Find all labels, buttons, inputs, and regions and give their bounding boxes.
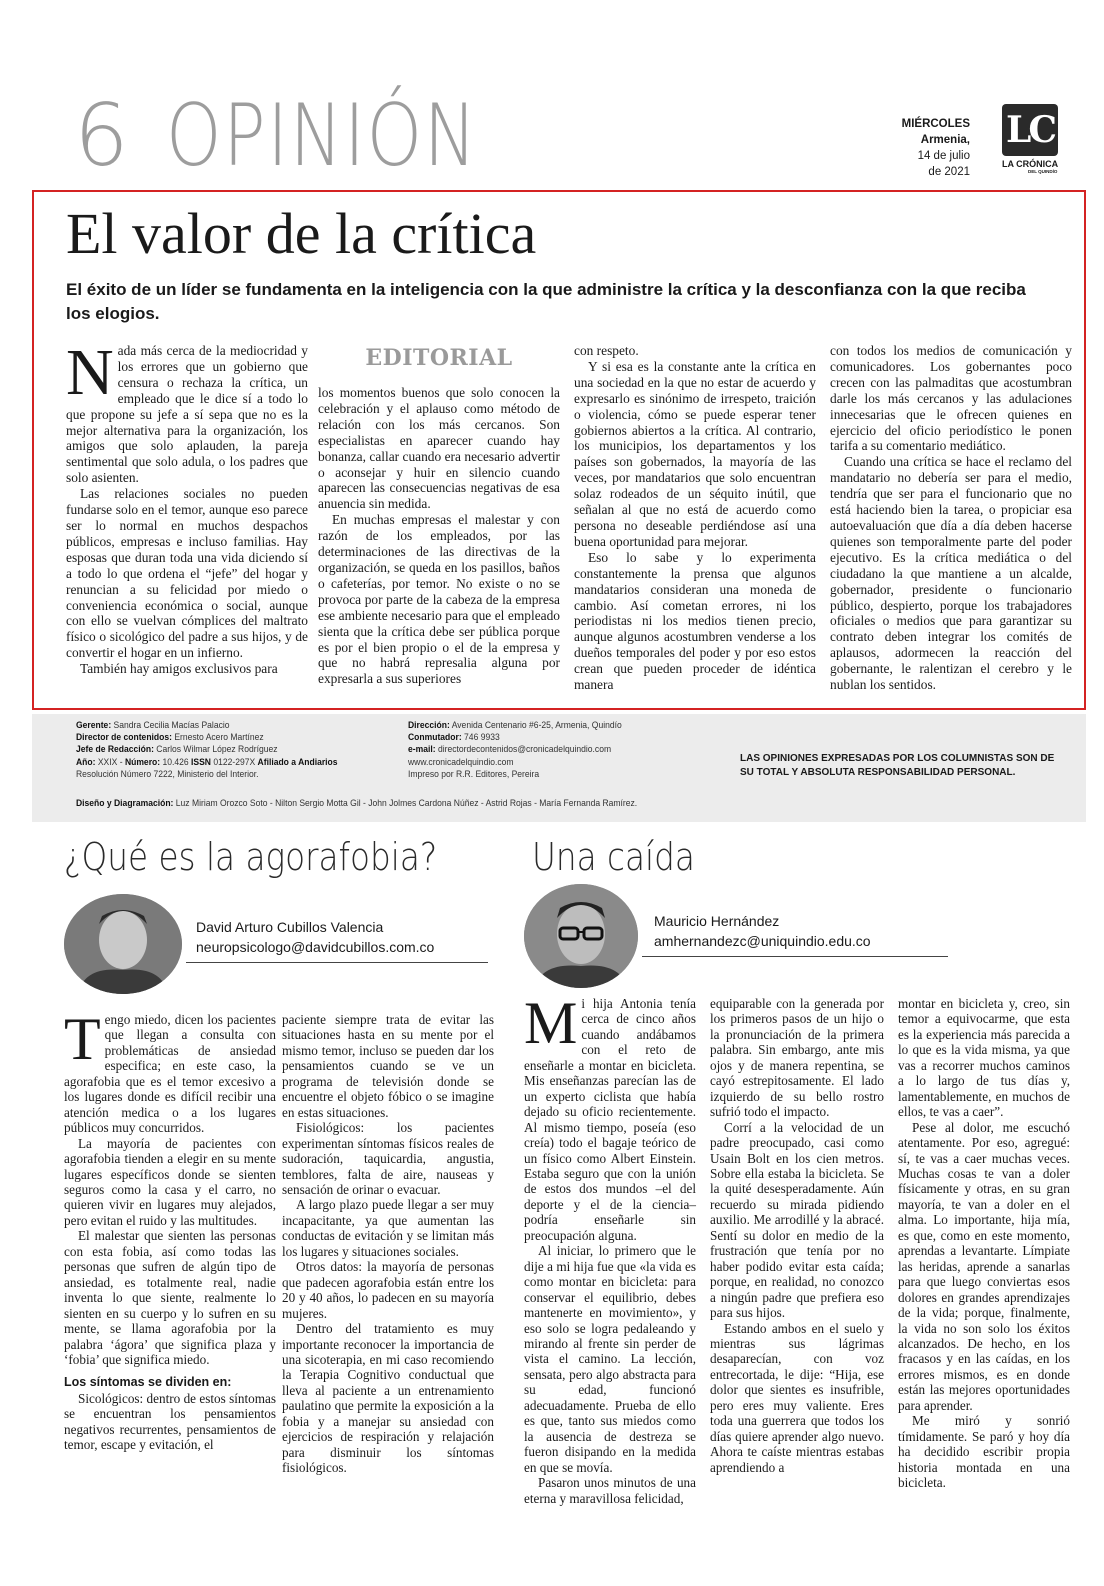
column-right-text-3 bbox=[898, 996, 1070, 1491]
editorial-paragraph: con todos los medios de comunicación y comunicadores. Los gobernantes poco crecen con las palmaditas que acostumbran darle los más cercanos y las adulaciones innecesarias que le ofrecen quienes en ejercicio del oficio periodístico le ponen tarifa a su comentario mediático. bbox=[830, 343, 1072, 454]
column-left-text-2 bbox=[282, 1012, 494, 1476]
logo-mark: LC bbox=[1002, 104, 1058, 156]
author-name: Mauricio Hernández bbox=[654, 913, 780, 929]
editorial-paragraph: con respeto. bbox=[574, 343, 639, 358]
column-paragraph: Otros datos: la mayoría de personas que padecen agorafobia están entre los 20 y 40 años, lo padecen en su mayoría mujeres. bbox=[282, 1259, 494, 1321]
editorial-paragraph: También hay amigos exclusivos para bbox=[80, 661, 278, 677]
editorial-label: EDITORIAL bbox=[365, 345, 513, 371]
column-title-agorafobia: ¿Qué es la agorafobia? bbox=[64, 835, 438, 879]
column-right-text-1 bbox=[524, 990, 696, 1506]
column-left-text-1 bbox=[64, 1006, 276, 1453]
editorial-paragraph: En muchas empresas el malestar y con razón de los empleados, por las determinaciones de las directivas de la organización, se queda en los pasillos, baños o cafeterías, por temor. No existe o no se provoca por parte de la cabeza de la empresa ese ambiente necesario para que el empleado sienta que la crítica debe ser pública porque es por el bien propio o el de la empresa y que no habrá represalia alguna por expresarla a sus superiores bbox=[318, 512, 560, 687]
opinion-disclaimer: LAS OPINIONES EXPRESADAS POR LOS COLUMNISTAS SON DE SU TOTAL Y ABSOLUTA RESPONSABILIDAD PERSONAL. bbox=[740, 753, 1055, 778]
contact-line: Impreso por R.R. Editores, Pereira bbox=[408, 768, 540, 780]
editorial-column-1 bbox=[66, 336, 308, 677]
column-paragraph: equiparable con la generada por los primeros pasos de un hijo o la pronunciación de la primera palabra. Sin embargo, ante mis ojos y de manera repentina, se cayó estrepitosamente. El lado izquierdo de su bello rostro sufrió todo el impacto. bbox=[710, 996, 884, 1120]
staff-line: Año: XXIX - Número: 10.426 ISSN 0122-297X Afiliado a Andiarios bbox=[76, 756, 338, 768]
section-title: OPINIÓN bbox=[166, 86, 479, 186]
author-photo bbox=[524, 884, 638, 988]
byline-divider bbox=[642, 956, 948, 957]
portrait-icon bbox=[524, 884, 638, 988]
design-credits: Diseño y Diagramación: Luz Miriam Orozco Soto - Nilton Sergio Motta Gil - John Jolmes Cardona Núñez - Astrid Rojas - María Fernanda Ramírez. bbox=[76, 798, 638, 809]
column-subhead: Los síntomas se dividen en: bbox=[64, 1375, 232, 1390]
editorial-column-4 bbox=[830, 343, 1072, 693]
column-paragraph: A largo plazo puede llegar a ser muy incapacitante, ya que aumentan las conductas de evitación y se limitan más los lugares y situaciones sociales. bbox=[282, 1197, 494, 1259]
author-email[interactable]: neuropsicologo@davidcubillos.com.co bbox=[196, 939, 435, 955]
dropcap: M bbox=[524, 990, 578, 1056]
logo-name: LA CRÓNICA bbox=[1002, 159, 1059, 169]
masthead-contact bbox=[408, 720, 622, 781]
author-photo bbox=[64, 894, 182, 994]
dropcap: T bbox=[64, 1006, 101, 1072]
column-paragraph: Pasaron unos minutos de una eterna y maravillosa felicidad, bbox=[524, 1475, 696, 1506]
column-paragraph: Dentro del tratamiento es muy importante reconocer la importancia de una sicoterapia, en mi caso recomiendo la Terapia Cognitivo conductual que lleva al paciente a un entrenamiento paulatino que permite la exposición a la fobia y a manejar su ansiedad con ejercicios de respiración y relajación para disminuir los síntomas fisiológicos. bbox=[282, 1321, 494, 1476]
column-paragraph: Me miró y sonrió tímidamente. Se paró y hoy día ha decidido escribir propia historia montada en una bicicleta. bbox=[898, 1413, 1070, 1491]
editorial-deck: El éxito de un líder se fundamenta en la inteligencia con la que administre la crítica y la desconfianza con la que reciba los elogios. bbox=[66, 280, 1026, 323]
author-email[interactable]: amhernandezc@uniquindio.edu.co bbox=[654, 933, 871, 949]
editorial-paragraph: Y si esa es la constante ante la crítica en una sociedad en la que no estar de acuerdo y expresarlo es sinónimo de irrespeto, traición o violencia, cómo se puede esperar tener gobiernos abiertos a la crítica. Al contrario, los municipios, los departamentos y los países son gobernados, la mayoría de las veces, por mandatarios que solo encuentran solaz rodeados de un séquito inútil, que señalan al que no está de acuerdo como persona no deseable perdiéndose así una buena oportunidad para mejorar. bbox=[574, 358, 816, 549]
editorial-paragraph: los momentos buenos que solo conocen la celebración y el aplauso como método de relación con los más cercanos. Son especialistas en aparecer cuando hay bonanza, callar cuando era necesario advertir o aconsejar y huir en silencio cuando aparecen las consecuencias negativas de esa anuencia sin medida. bbox=[318, 385, 560, 512]
column-right-text-2 bbox=[710, 996, 884, 1475]
staff-line: Jefe de Redacción: Carlos Wilmar López Rodríguez bbox=[76, 744, 278, 756]
portrait-icon bbox=[64, 894, 182, 994]
logo-subtitle: DEL QUINDÍO bbox=[1028, 169, 1058, 174]
column-paragraph: Fisiológicos: los pacientes experimentan síntomas físicos reales de sudoración, taquicardia, angustia, temblores, falta de aire, nauseas y sensación de orinar o evacuar. bbox=[282, 1120, 494, 1197]
editorial-paragraph: Cuando una crítica se hace el reclamo del mandatario no debería ser para el medio, tendría que ser para el funcionario que no está haciendo bien la tarea, o propiciar esa autoevaluación que día a día deben hacerse quienes son temporalmente parte del poder ejecutivo. Es la crítica mediática o del ciudadano la que mantiene a un alcalde, gobernador, presidente o funcionario público, despierto, porque los trabajadores oficiales o medios que para garantizar su contrato deben integrar los comités de aplausos, adormecen la reacción del gobernante, le ralentizan el cerebro y le nublan los sentidos. bbox=[830, 454, 1072, 693]
column-paragraph: paciente siempre trata de evitar las situaciones hasta en su mente por el mismo temor, incluso se pueden dar los pensamientos cuando se ve un programa de televisión donde se encuentre el objeto fóbico o se imagine en estas situaciones. bbox=[282, 1012, 494, 1120]
column-paragraph: El malestar que sienten las personas con esta fobia, así como todas las personas que sufren de algún tipo de ansiedad, es totalmente real, nadie inventa lo que siente, realmente lo sienten en su cuerpo y lo sufren en su mente, se llama agorafobia por la palabra ‘ágora’ que significa plaza y ‘fobia’ que significa miedo. bbox=[64, 1228, 276, 1367]
editorial-column-2 bbox=[318, 343, 560, 687]
byline-divider bbox=[186, 962, 488, 963]
column-paragraph: Corrí a la velocidad de un padre preocupado, casi como Usain Bolt en los cien metros. Sobre ella estaba la bicicleta. Se la quité desesperadamente. Aún recuerdo su mirada pidiendo auxilio. Me arrodillé y la abracé. Sentí su dolor en medio de la frustración que tenía por no haber podido evitar esta caída; porque, en realidad, no conozco a ningún padre que prefiera eso para sus hijos. bbox=[710, 1119, 884, 1321]
staff-line: Resolución Número 7222, Ministerio del Interior. bbox=[76, 768, 259, 780]
column-paragraph: La mayoría de pacientes con agorafobia tienden a elegir en su mente lugares específicos donde se sienten seguros como la casa y el carro, no quieren vivir en lugares muy alejados, pero evitan el ruido y las multitudes. bbox=[64, 1135, 276, 1228]
column-paragraph: Al iniciar, lo primero que le dije a mi hija fue que «la vida es como montar en bicicleta: para conservar el equilibrio, debes mantenerte en movimiento», y eso solo se logra pedaleando y mirando al frente sin perder de vista el camino. La lección, sensata, pero algo abstracta para su edad, funcionó adecuadamente. Prueba de ello es que, tanto sus miedos como la ausencia de destreza se fueron disipando en la medida en que se movía. bbox=[524, 1243, 696, 1475]
editorial-paragraph: Nada más cerca de la mediocridad y los errores que un gobierno que censura o rechaza la crítica, un empleado que le dice sí a todo lo que propone su jefe a sí sepa que no es la mejor alternativa para la organización, los amigos que solo aplauden, la pareja sentimental que solo adula, o los padres que solo asienten. bbox=[66, 336, 308, 486]
weekday: MIÉRCOLES bbox=[901, 118, 970, 130]
city: Armenia, bbox=[920, 134, 970, 146]
staff-line: Director de contenidos: Ernesto Acero Martínez bbox=[76, 732, 264, 744]
date-line-1: 14 de julio bbox=[917, 150, 970, 162]
editorial-column-3 bbox=[574, 343, 816, 693]
dateline bbox=[880, 116, 970, 180]
contact-line: Dirección: Avenida Centenario #6-25, Armenia, Quindío bbox=[408, 720, 622, 731]
dropcap: N bbox=[66, 336, 114, 409]
date-line-2: de 2021 bbox=[928, 166, 970, 178]
page-number: 6 bbox=[74, 86, 129, 186]
contact-line: Conmutador: 746 9933 bbox=[408, 732, 500, 744]
column-paragraph: Tengo miedo, dicen los pacientes que llegan a consulta con problemáticas de ansiedad especifica; en este caso, la agorafobia que es el temor excesivo a los lugares donde es difícil recibir una atención medica o a los lugares públicos muy concurridos. bbox=[64, 1006, 276, 1136]
author-name: David Arturo Cubillos Valencia bbox=[196, 919, 384, 935]
website-link[interactable]: www.cronicadelquindio.com bbox=[408, 756, 514, 768]
editorial-headline: El valor de la crítica bbox=[66, 201, 537, 266]
column-title-una-caida: Una caída bbox=[532, 835, 695, 879]
staff-line: Gerente: Sandra Cecilia Macías Palacio bbox=[76, 720, 230, 731]
column-paragraph: Estando ambos en el suelo y mientras sus lágrimas desaparecían, con voz entrecortada, le dije: “Hija, ese dolor que sientes es insufrible, pero eres muy valiente. Eres toda una guerrera que todos los días quiere aprender algo nuevo. Ahora te caíste mientras estabas aprendiendo a bbox=[710, 1320, 884, 1475]
column-paragraph: Pese al dolor, me escuchó atentamente. Por eso, agregué: sí, te vas a caer muchas veces. Muchas cosas te van a doler físicamente y otras, en su gran mayoría, te van a doler en el alma. Lo importante, hija mía, es que, como en este momento, aprendas a levantarte. Límpiate las heridas, aprende a sanarlas para que luego conviertas esos dolores en grandes aprendizajes de la vida; porque, finalmente, la vida no son solo los éxitos alcanzados. De hecho, en los fracasos y en las caídas, en los errores mismos, es en donde están las mejores oportunidades para aprender. bbox=[898, 1119, 1070, 1413]
column-paragraph: Sicológicos: dentro de estos síntomas se encuentran los pensamientos negativos recurrentes, pensamientos de temor, escape y evitación, el bbox=[64, 1390, 276, 1453]
contact-line: e-mail: directordecontenidos@cronicadelquindio.com bbox=[408, 744, 612, 756]
editorial-paragraph: Eso lo sabe y lo experimenta constantemente la prensa que algunos mandatarios consideran una moneda de cambio. Así cometan errores, ni los periodistas ni los medios tienen precio, aunque algunos acostumbren venderse a los dueños temporales del poder y por eso estos crean que pueden proceder de idéntica manera bbox=[574, 549, 816, 693]
column-paragraph: Mi hija Antonia tenía cerca de cinco años cuando andábamos con el reto de enseñarle a montar en bicicleta. Mis enseñanzas parecían las de un experto ciclista que había dejado su oficio recientemente. Al mismo tiempo, poseía (eso creía) todo el bagaje teórico de un físico como Albert Einstein. Estaba seguro que con la unión de estos dos mundos –el del deporte y el de la ciencia– podría enseñarle sin preocupación alguna. bbox=[524, 990, 696, 1243]
column-paragraph: montar en bicicleta y, creo, sin temor a equivocarme, que esta es la experiencia más parecida a lo que es la vida misma, ya que vas a recorrer muchos caminos a lo largo de tus días y, lamentablemente, en muchos de ellos, te vas a caer”. bbox=[898, 996, 1070, 1120]
editorial-paragraph: Las relaciones sociales no pueden fundarse solo en el temor, aunque eso parece ser lo normal en muchos despachos públicos, empresas e incluso familias. Hay esposas que duran toda una vida diciendo sí a todo lo que ordena el “jefe” del hogar y renuncian a su felicidad por miedo o conveniencia económica o social, aunque con ello se vuelvan cómplices del maltrato físico o sicológico del padre a sus hijos, y de convertir el hogar en un infierno. bbox=[66, 486, 308, 661]
newspaper-logo bbox=[1002, 104, 1066, 174]
masthead-staff bbox=[76, 720, 338, 781]
